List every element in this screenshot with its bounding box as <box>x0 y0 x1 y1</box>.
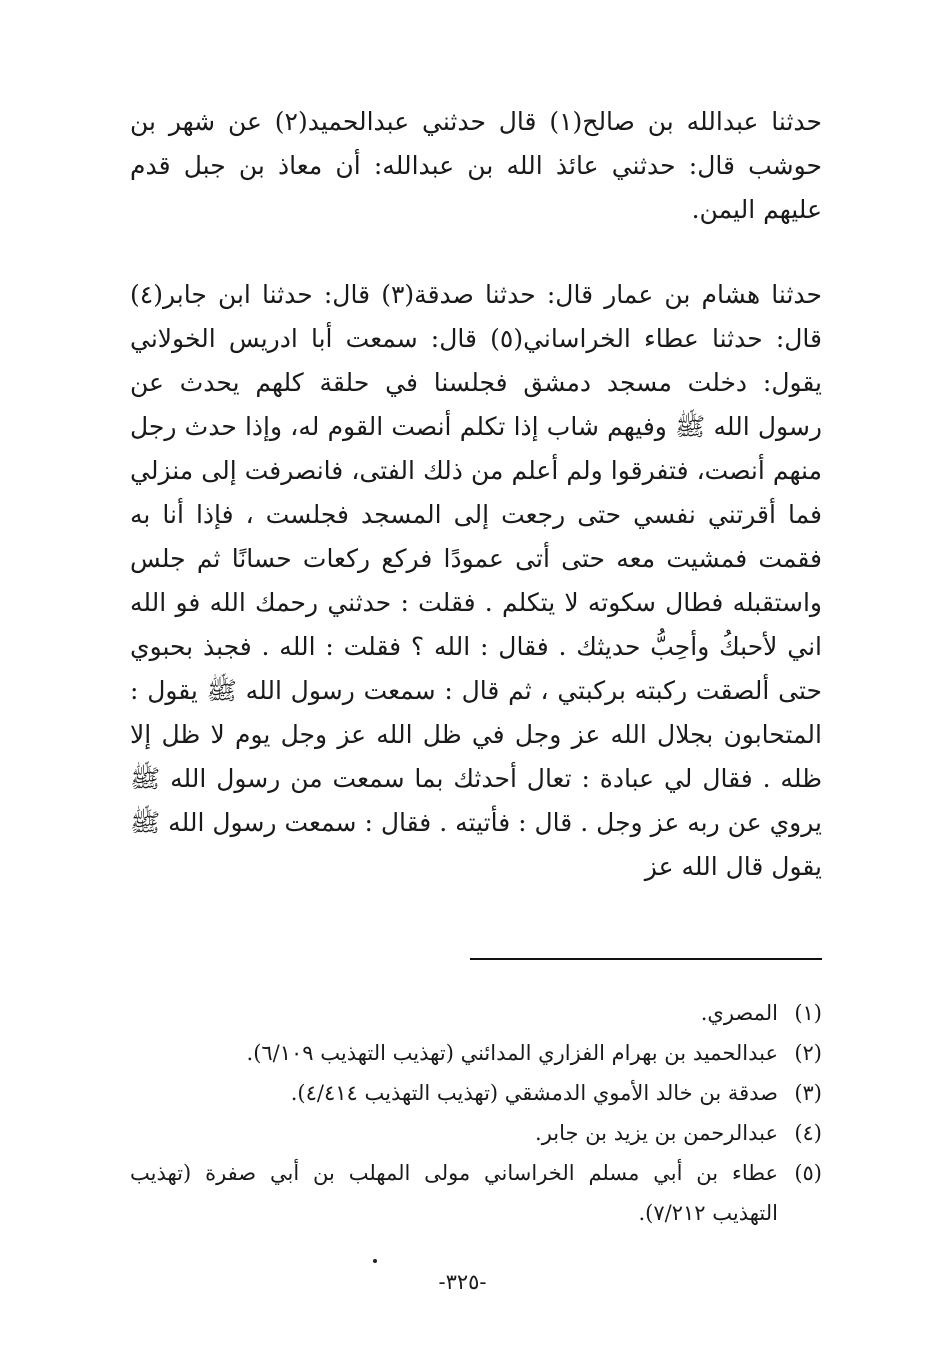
footnote-number: (٣) <box>794 1081 822 1105</box>
footnotes <box>130 993 822 1233</box>
main-text <box>130 100 822 889</box>
footnote-text: عبدالحميد بن بهرام الفزاري المدائني (تهذيب التهذيب ٦/١٠٩). <box>246 1041 778 1065</box>
footnote-2 <box>130 1033 822 1073</box>
footnote-number: (١) <box>794 1001 822 1025</box>
footnote-5 <box>130 1153 822 1233</box>
footnote-number: (٥) <box>794 1161 822 1185</box>
footnote-4 <box>130 1113 822 1153</box>
footnote-text: المصري. <box>700 1001 778 1025</box>
footnote-text: عطاء بن أبي مسلم الخراساني مولى المهلب بن أبي صفرة (تهذيب التهذيب ٧/٢١٢). <box>130 1161 778 1225</box>
footnote-number: (٤) <box>794 1121 822 1145</box>
ink-dot <box>373 1259 377 1263</box>
footnote-separator <box>470 958 822 960</box>
footnote-number: (٢) <box>794 1041 822 1065</box>
footnote-1 <box>130 993 822 1033</box>
paragraph-1: حدثنا عبدالله بن صالح(١) قال حدثني عبدالحميد(٢) عن شهر بن حوشب قال: حدثني عائذ الله بن عبدالله: أن معاذ بن جبل قدم عليهم اليمن. <box>130 107 822 224</box>
footnote-text: عبدالرحمن بن يزيد بن جابر. <box>535 1121 778 1145</box>
footnote-text: صدقة بن خالد الأموي الدمشقي (تهذيب التهذيب ٤/٤١٤). <box>290 1081 778 1105</box>
footnote-3 <box>130 1073 822 1113</box>
paragraph-2: حدثنا هشام بن عمار قال: حدثنا صدقة(٣) قال: حدثنا ابن جابر(٤) قال: حدثنا عطاء الخراساني(٥) قال: سمعت أبا ادريس الخولاني يقول: دخلت مسجد دمشق فجلسنا في حلقة كلهم يحدث عن رسول الله ﷺ وفيهم شاب إذا تكلم أنصت القوم له، وإذا حدث رجل منهم أنصت، فتفرقوا ولم أعلم من ذلك الفتى، فانصرفت إلى منزلي فما أقرتني نفسي حتى رجعت إلى المسجد فجلست ، فإذا أنا به فقمت فمشيت معه حتى أتى عمودًا فركع ركعات حسانًا ثم جلس واستقبله فطال سكوته لا يتكلم . فقلت : حدثني رحمك الله فو الله اني لأحبكُ وأحِبُّ حديثك . فقال : الله ؟ فقلت : الله . فجبذ بحبوي حتى ألصقت ركبته بركبتي ، ثم قال : سمعت رسول الله ﷺ يقول : المتحابون بجلال الله عز وجل في ظل الله عز وجل يوم لا ظل إلا ظله . فقال لي عبادة : تعال أحدثك بما سمعت من رسول الله ﷺ يروي عن ربه عز وجل . قال : فأتيته . فقال : سمعت رسول الله ﷺ يقول قال الله عز <box>130 280 823 881</box>
page-number: -٣٢٥- <box>438 1270 487 1294</box>
